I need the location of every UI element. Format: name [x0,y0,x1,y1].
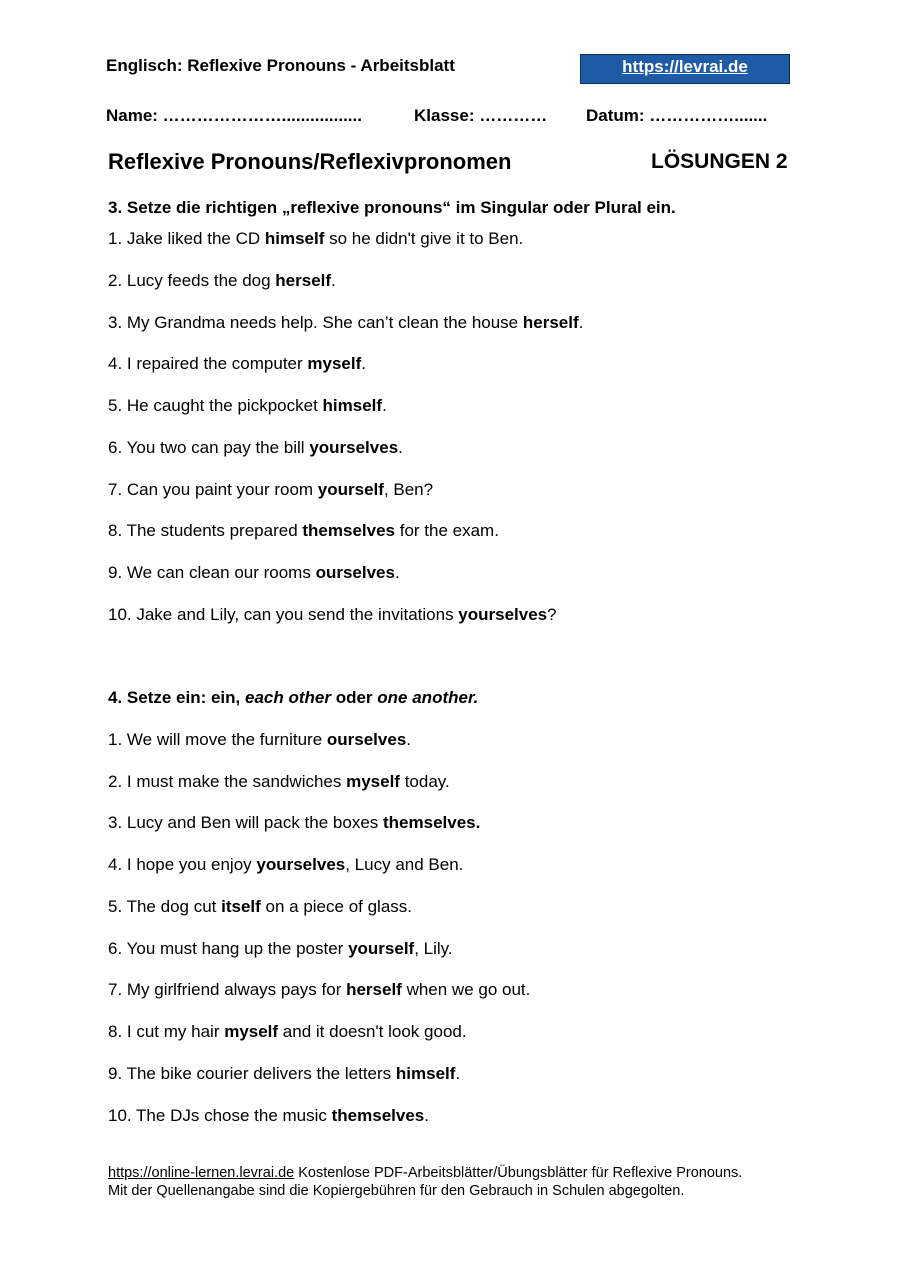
s3-item-5: 5. He caught the pickpocket himself. [108,396,387,415]
s3-item-10: 10. Jake and Lily, can you send the invitations yourselves? [108,605,557,624]
date-field: Datum: ……………....... [586,106,768,125]
s3-item-8: 8. The students prepared themselves for the exam. [108,521,499,540]
footer-line-1: https://online-lernen.levrai.de Kostenlose PDF-Arbeitsblätter/Übungsblätter für Reflexive Pronouns. [108,1165,743,1181]
s3-item-7: 7. Can you paint your room yourself, Ben? [108,480,434,499]
s3-item-2: 2. Lucy feeds the dog herself. [108,271,336,290]
solutions-label: LÖSUNGEN 2 [651,150,788,173]
s4-item-2: 2. I must make the sandwiches myself today. [108,772,450,791]
s4-item-4: 4. I hope you enjoy yourselves, Lucy and Ben. [108,855,464,874]
name-field: Name: …………………................. [106,106,362,125]
s4-item-8: 8. I cut my hair myself and it doesn't look good. [108,1022,467,1041]
worksheet-header-title: Englisch: Reflexive Pronouns - Arbeitsblatt [106,56,455,75]
class-field: Klasse: ………… [414,106,548,125]
levrai-link[interactable]: https://levrai.de [622,57,748,76]
page-title: Reflexive Pronouns/Reflexivpronomen [108,149,512,174]
s4-item-6: 6. You must hang up the poster yourself, Lily. [108,939,453,958]
s3-item-1: 1. Jake liked the CD himself so he didn't give it to Ben. [108,229,524,248]
s3-item-9: 9. We can clean our rooms ourselves. [108,563,400,582]
s3-item-6: 6. You two can pay the bill yourselves. [108,438,403,457]
s4-item-3: 3. Lucy and Ben will pack the boxes themselves. [108,813,481,832]
section-3-title: 3. Setze die richtigen „reflexive pronouns“ im Singular oder Plural ein. [108,198,676,217]
s3-item-3: 3. My Grandma needs help. She can’t clean the house herself. [108,313,584,332]
footer-line-2: Mit der Quellenangabe sind die Kopiergebühren für den Gebrauch in Schulen abgegolten. [108,1183,685,1199]
s4-item-10: 10. The DJs chose the music themselves. [108,1106,429,1125]
s4-item-1: 1. We will move the furniture ourselves. [108,730,412,749]
section-4-title: 4. Setze ein: ein, each other oder one another. [108,688,479,707]
s4-item-5: 5. The dog cut itself on a piece of glass. [108,897,413,916]
s4-item-9: 9. The bike courier delivers the letters himself. [108,1064,461,1083]
s4-item-7: 7. My girlfriend always pays for herself when we go out. [108,980,531,999]
levrai-link-box [580,54,790,84]
footer-link[interactable]: https://online-lernen.levrai.de [108,1165,295,1181]
s3-item-4: 4. I repaired the computer myself. [108,354,366,373]
